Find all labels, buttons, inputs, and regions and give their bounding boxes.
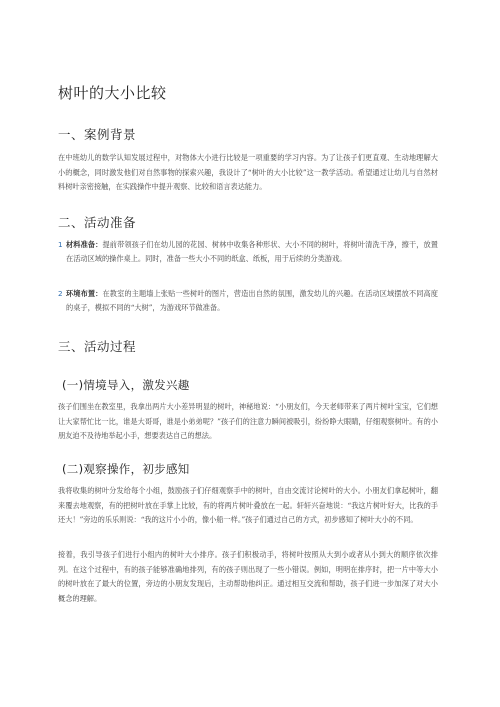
paragraph-intro: 孩子们围坐在教室里，我拿出两片大小差异明显的树叶，神秘地说：“小朋友们，今天老师带来了两片树叶宝宝，它们想让大家帮忙比一比，谁是大哥哥，谁是小弟弟呢？”孩子们的注意力瞬间被吸引，纷纷睁大眼睛，仔细观察树叶。有的小朋友迫不及待地举起小手，想要表达自己的想法。: [58, 402, 438, 440]
list-item: [58, 287, 438, 314]
list-item-text: 提前带领孩子们在幼儿园的花园、树林中收集各种形状、大小不同的树叶，将树叶清洗干净，擦干，放置在活动区域的操作桌上。同时，准备一些大小不同的纸盒、纸板，用于后续的分类游戏。: [66, 240, 438, 263]
section-heading-preparation: 二、活动准备: [58, 215, 137, 230]
section-heading-process: 三、活动过程: [58, 339, 137, 354]
list-item-body: [66, 238, 438, 265]
document-title: 树叶的大小比较: [58, 84, 167, 102]
list-item-label: 材料准备：: [66, 240, 103, 249]
subsection-heading-observe: (二)观察操作，初步感知: [62, 462, 190, 476]
subsection-heading-intro: (一)情境导入，激发兴趣: [62, 378, 190, 392]
list-number: 2: [58, 289, 63, 298]
paragraph-observe-1: 我将收集的树叶分发给每个小组，鼓励孩子们仔细观察手中的树叶，自由交流讨论树叶的大小。小朋友们拿起树叶，翻来覆去地观察，有的把树叶放在手掌上比较，有的将两片树叶叠放在一起。轩轩兴奋地说：“我这片树叶好大，比我的手还大！”旁边的乐乐则说：“我的这片小小的，像小船一样。”孩子们通过自己的方式，初步感知了树叶大小的不同。: [58, 486, 438, 524]
list-item-label: 环境布置：: [66, 289, 103, 298]
paragraph-observe-2: 接着，我引导孩子们进行小组内的树叶大小排序。孩子们积极动手，将树叶按照从大到小或者从小到大的顺序依次排列。在这个过程中，有的孩子能够准确地排列，有的孩子则出现了一些小错误。例如，明明在排序时，把一片中等大小的树叶放在了最大的位置，旁边的小朋友发现后，主动帮助他纠正。通过相互交流和帮助，孩子们进一步加深了对大小概念的理解。: [58, 550, 438, 603]
list-item-body: [66, 287, 438, 314]
paragraph-background: 在中班幼儿的数学认知发展过程中，对物体大小进行比较是一项重要的学习内容。为了让孩子们更直观、生动地理解大小的概念，同时激发他们对自然事物的探索兴趣，我设计了“树叶的大小比较”这一教学活动。希望通过让幼儿与自然材料树叶亲密接触，在实践操作中提升观察、比较和语言表达能力。: [58, 153, 438, 191]
list-number: 1: [58, 240, 63, 249]
list-item: [58, 238, 438, 265]
section-heading-background: 一、案例背景: [58, 127, 137, 142]
list-item-text: 在教室的主题墙上张贴一些树叶的图片，营造出自然的氛围，激发幼儿的兴趣。在活动区域摆放不同高度的桌子，模拟不同的“大树”，为游戏环节做准备。: [66, 289, 438, 312]
